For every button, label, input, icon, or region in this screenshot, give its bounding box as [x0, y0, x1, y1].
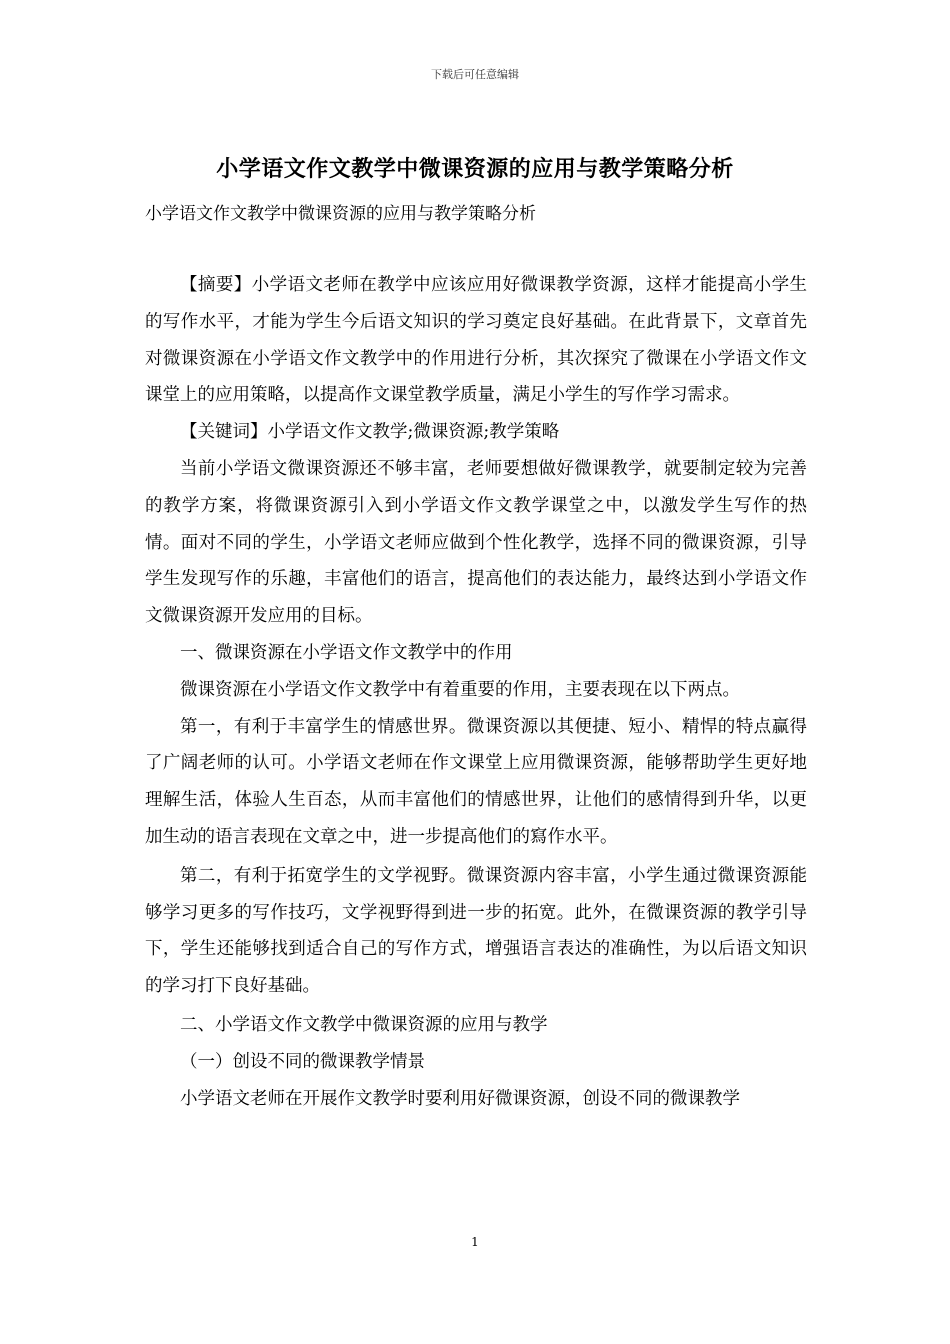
- section-heading-1: 一、微课资源在小学语文作文教学中的作用: [180, 642, 513, 663]
- body-paragraph: 小学语文老师在开展作文教学时要利用好微课资源，创设不同的微课教学: [180, 1088, 740, 1109]
- header-note: 下载后可任意编辑: [431, 68, 519, 81]
- body-paragraph: 微课资源在小学语文作文教学中有着重要的作用，主要表现在以下两点。: [180, 679, 740, 700]
- intro-paragraph: 当前小学语文微课资源还不够丰富，老师要想做好微课教学，就要制定较为完善的教学方案，将微课资源引入到小学语文作文教学课堂之中，以激发学生写作的热情。面对不同的学生，小学语文老师应做到个性化教学，选择不同的微课资源，引导学生发现写作的乐趣，丰富他们的语言，提高他们的表达能力，最终达到小学语文作文微课资源开发应用的目标。: [145, 458, 807, 627]
- section-heading-2: 二、小学语文作文教学中微课资源的应用与教学: [180, 1014, 548, 1035]
- document-subtitle: 小学语文作文教学中微课资源的应用与教学策略分析: [145, 204, 536, 224]
- body-paragraph: 第一，有利于丰富学生的情感世界。微课资源以其便捷、短小、精悍的特点赢得了广阔老师的认可。小学语文老师在作文课堂上应用微课资源，能够帮助学生更好地理解生活，体验人生百态，从而丰富他们的情感世界，让他们的感情得到升华，以更加生动的语言表现在文章之中，进一步提高他们的寫作水平。: [145, 716, 807, 847]
- document-title: 小学语文作文教学中微课资源的应用与教学策略分析: [216, 156, 734, 182]
- keywords-paragraph: 【关键词】小学语文作文教学;微课资源;教学策略: [180, 422, 560, 443]
- document-body: [145, 267, 807, 1117]
- abstract-paragraph: 【摘要】小学语文老师在教学中应该应用好微课教学资源，这样才能提高小学生的写作水平，才能为学生今后语文知识的学习奠定良好基础。在此背景下，文章首先对微课资源在小学语文作文教学中的作用进行分析，其次探究了微课在小学语文作文课堂上的应用策略，以提高作文课堂教学质量，满足小学生的写作学习需求。: [145, 275, 807, 406]
- body-paragraph: 第二，有利于拓宽学生的文学视野。微课资源内容丰富，小学生通过微课资源能够学习更多的写作技巧，文学视野得到进一步的拓宽。此外，在微课资源的教学引导下，学生还能够找到适合自己的写作方式，增强语言表达的准确性，为以后语文知识的学习打下良好基础。: [145, 865, 807, 997]
- subsection-heading: （一）创设不同的微课教学情景: [180, 1051, 425, 1072]
- page-number: 1: [471, 1235, 479, 1249]
